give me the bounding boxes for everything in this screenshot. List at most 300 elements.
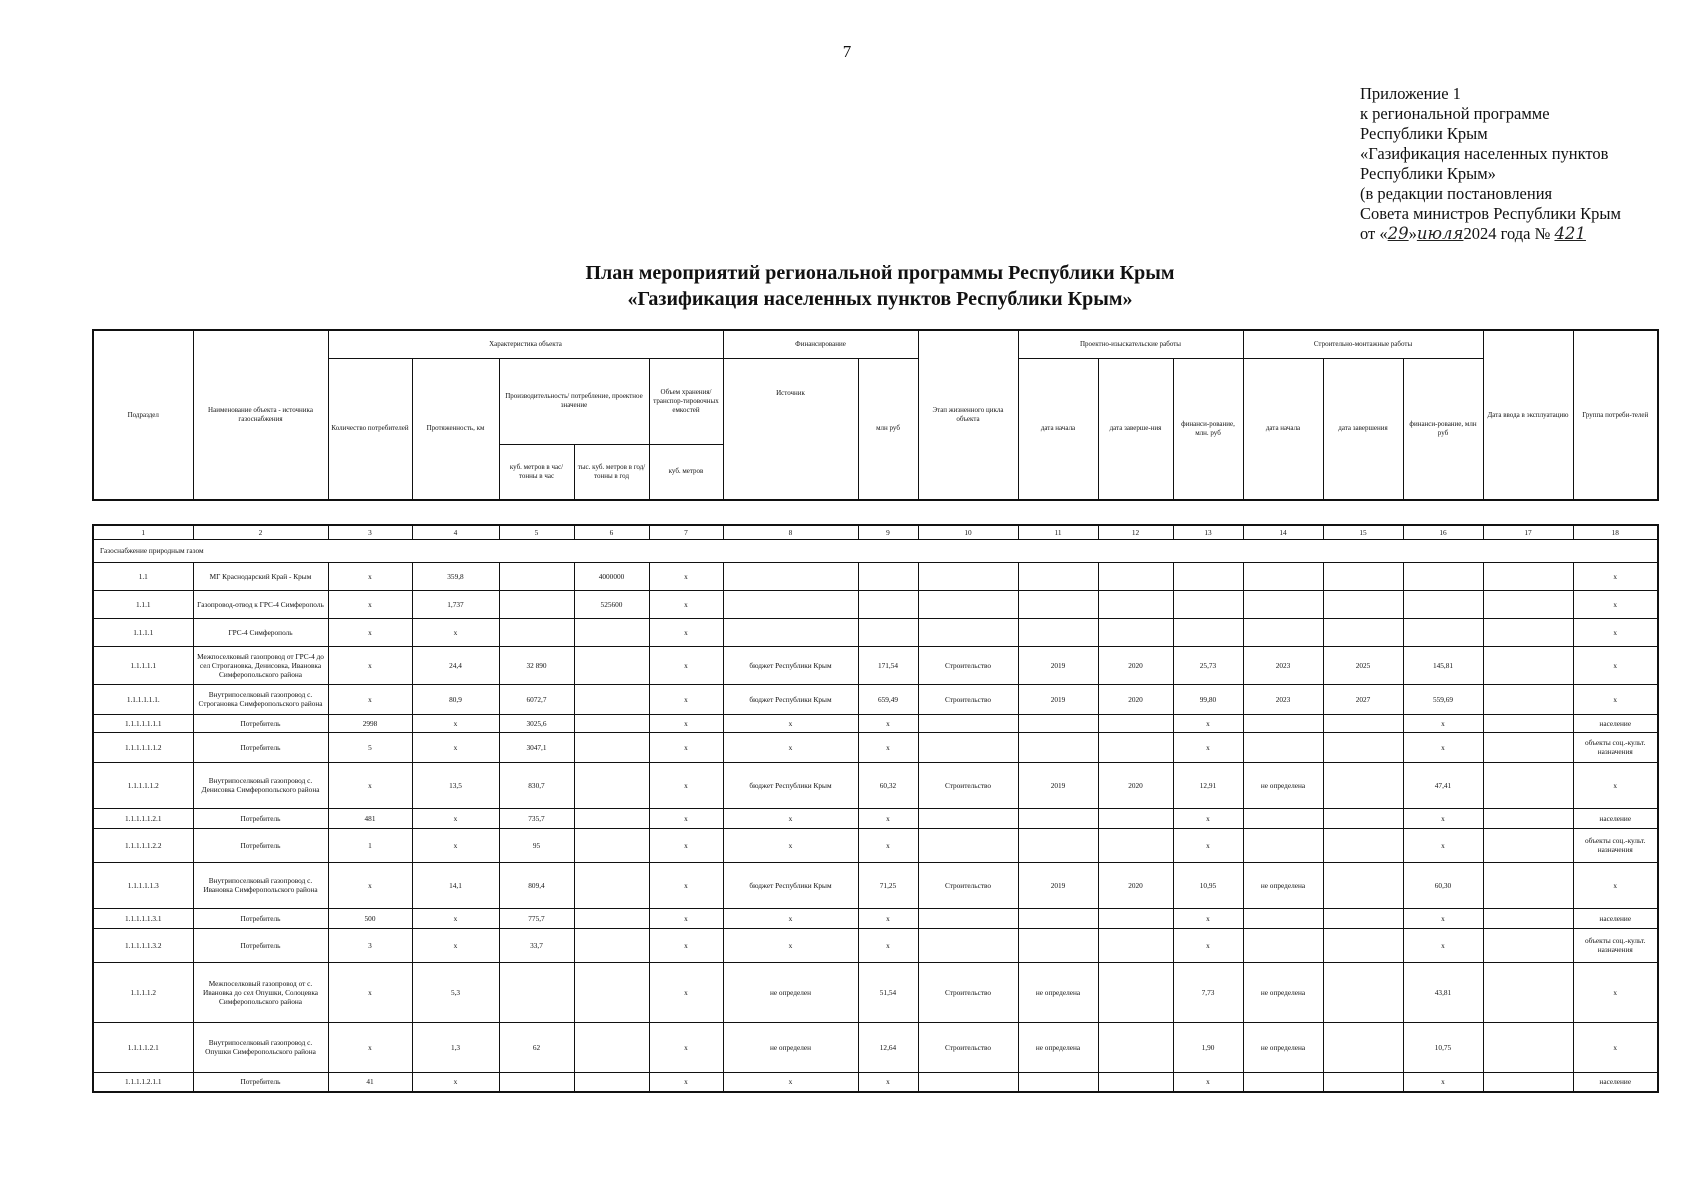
cell-subsection: 1.1.1.1.1.3.1 [93, 908, 193, 928]
cell-source: x [723, 808, 858, 828]
cell-storage: x [649, 828, 723, 862]
cell-mln-rub: 659,49 [858, 684, 918, 714]
cell-commissioning [1483, 562, 1573, 590]
cell-construction-end [1323, 862, 1403, 908]
cell-design-financing: 25,73 [1173, 646, 1243, 684]
cell-mln-rub: x [858, 1072, 918, 1092]
cell-length: x [412, 908, 499, 928]
cell-consumer-group: население [1573, 714, 1658, 732]
cell-construction-start: 2023 [1243, 684, 1323, 714]
cell-capacity-hour: 6072,7 [499, 684, 574, 714]
cell-object-name: Потребитель [193, 1072, 328, 1092]
cell-design-end [1098, 828, 1173, 862]
cell-design-start [1018, 618, 1098, 646]
cell-lifecycle [918, 828, 1018, 862]
cell-construction-financing: 47,41 [1403, 762, 1483, 808]
cell-design-end [1098, 908, 1173, 928]
cell-mln-rub: x [858, 714, 918, 732]
cell-construction-financing: x [1403, 828, 1483, 862]
cell-mln-rub: x [858, 808, 918, 828]
cell-consumer-group: x [1573, 684, 1658, 714]
cell-storage: x [649, 684, 723, 714]
appendix-line: «Газификация населенных пунктов [1360, 144, 1609, 163]
cell-construction-end [1323, 562, 1403, 590]
cell-construction-start [1243, 562, 1323, 590]
cell-object-name: Потребитель [193, 828, 328, 862]
cell-length: 359,8 [412, 562, 499, 590]
cell-object-name: Потребитель [193, 908, 328, 928]
cell-lifecycle: Строительство [918, 962, 1018, 1022]
table-row [93, 714, 1658, 732]
cell-commissioning [1483, 618, 1573, 646]
cell-consumer-group: x [1573, 562, 1658, 590]
cell-consumers-count: 3 [328, 928, 412, 962]
cell-design-start [1018, 714, 1098, 732]
document-title [0, 260, 1694, 312]
cell-length: x [412, 808, 499, 828]
cell-design-end: 2020 [1098, 762, 1173, 808]
cell-design-financing: 99,80 [1173, 684, 1243, 714]
cell-object-name: Внутрипоселковый газопровод с. Денисовка Симферопольского района [193, 762, 328, 808]
header-source: Источник [723, 358, 858, 500]
cell-storage: x [649, 928, 723, 962]
cell-design-end [1098, 618, 1173, 646]
date-day-handwritten: 29 [1387, 224, 1409, 243]
table-row [93, 808, 1658, 828]
cell-commissioning [1483, 732, 1573, 762]
title-line-1: План мероприятий региональной программы Республики Крым [585, 262, 1175, 284]
cell-consumers-count: 500 [328, 908, 412, 928]
cell-construction-financing [1403, 562, 1483, 590]
cell-source: бюджет Республики Крым [723, 684, 858, 714]
header-length: Протяженность, км [412, 358, 499, 500]
cell-design-start: не определена [1018, 962, 1098, 1022]
cell-lifecycle [918, 618, 1018, 646]
cell-storage: x [649, 618, 723, 646]
cell-length: 80,9 [412, 684, 499, 714]
appendix-line: Республики Крым [1360, 124, 1488, 143]
table-row [93, 1022, 1658, 1072]
cell-construction-financing [1403, 618, 1483, 646]
cell-lifecycle: Строительство [918, 646, 1018, 684]
cell-construction-end: 2025 [1323, 646, 1403, 684]
cell-storage: x [649, 562, 723, 590]
cell-design-end [1098, 1022, 1173, 1072]
cell-consumers-count: x [328, 562, 412, 590]
column-number: 10 [918, 525, 1018, 539]
date-prefix: от « [1360, 224, 1388, 243]
cell-design-start [1018, 562, 1098, 590]
column-number: 1 [93, 525, 193, 539]
cell-construction-end: 2027 [1323, 684, 1403, 714]
cell-consumer-group: x [1573, 862, 1658, 908]
cell-design-financing: 1,90 [1173, 1022, 1243, 1072]
cell-object-name: Внутрипоселковый газопровод с. Строгановка Симферопольского района [193, 684, 328, 714]
cell-storage: x [649, 714, 723, 732]
column-number: 13 [1173, 525, 1243, 539]
cell-capacity-hour: 809,4 [499, 862, 574, 908]
cell-design-start: 2019 [1018, 862, 1098, 908]
cell-source: x [723, 928, 858, 962]
cell-design-start: 2019 [1018, 684, 1098, 714]
cell-storage: x [649, 590, 723, 618]
cell-construction-end [1323, 808, 1403, 828]
cell-lifecycle [918, 928, 1018, 962]
cell-construction-start [1243, 732, 1323, 762]
table-row [93, 684, 1658, 714]
cell-construction-financing: x [1403, 732, 1483, 762]
table-row [93, 1072, 1658, 1092]
column-number: 18 [1573, 525, 1658, 539]
cell-design-financing: x [1173, 714, 1243, 732]
cell-lifecycle: Строительство [918, 862, 1018, 908]
cell-construction-financing: 10,75 [1403, 1022, 1483, 1072]
column-number: 15 [1323, 525, 1403, 539]
cell-consumer-group: объекты соц.-культ. назначения [1573, 732, 1658, 762]
cell-capacity-hour [499, 618, 574, 646]
cell-design-end [1098, 562, 1173, 590]
table-row [93, 762, 1658, 808]
cell-consumers-count: 481 [328, 808, 412, 828]
cell-design-end: 2020 [1098, 684, 1173, 714]
cell-capacity-hour [499, 590, 574, 618]
header-design-financing: финанси-рование, млн. руб [1173, 358, 1243, 500]
cell-construction-end [1323, 618, 1403, 646]
cell-capacity-year [574, 862, 649, 908]
cell-subsection: 1.1.1.1.1.1.1 [93, 714, 193, 732]
cell-design-start [1018, 1072, 1098, 1092]
cell-lifecycle [918, 714, 1018, 732]
cell-consumer-group: население [1573, 808, 1658, 828]
cell-construction-start [1243, 590, 1323, 618]
column-number: 7 [649, 525, 723, 539]
cell-mln-rub: x [858, 908, 918, 928]
header-construction-start: дата начала [1243, 358, 1323, 500]
table-row [93, 928, 1658, 962]
header-lifecycle: Этап жизненного цикла объекта [918, 330, 1018, 500]
cell-construction-end [1323, 714, 1403, 732]
column-number: 6 [574, 525, 649, 539]
cell-commissioning [1483, 590, 1573, 618]
cell-subsection: 1.1 [93, 562, 193, 590]
cell-mln-rub: 171,54 [858, 646, 918, 684]
cell-consumers-count: 1 [328, 828, 412, 862]
cell-capacity-hour: 33,7 [499, 928, 574, 962]
cell-capacity-hour: 62 [499, 1022, 574, 1072]
title-line-2: «Газификация населенных пунктов Республики Крым» [627, 288, 1133, 310]
cell-design-financing: x [1173, 808, 1243, 828]
cell-source: x [723, 1072, 858, 1092]
cell-subsection: 1.1.1.1 [93, 618, 193, 646]
data-table [92, 524, 1659, 1093]
cell-storage: x [649, 732, 723, 762]
cell-consumers-count: x [328, 684, 412, 714]
cell-construction-end [1323, 828, 1403, 862]
cell-lifecycle [918, 808, 1018, 828]
cell-construction-start [1243, 714, 1323, 732]
cell-capacity-year [574, 1072, 649, 1092]
cell-storage: x [649, 762, 723, 808]
cell-capacity-year [574, 1022, 649, 1072]
cell-construction-end [1323, 908, 1403, 928]
column-number: 8 [723, 525, 858, 539]
header-storage: Объем хранения/ транспор-тировочных емкостей [649, 358, 723, 444]
section-row [93, 539, 1658, 562]
cell-construction-financing: x [1403, 1072, 1483, 1092]
cell-consumers-count: 41 [328, 1072, 412, 1092]
column-number: 3 [328, 525, 412, 539]
cell-design-financing: x [1173, 732, 1243, 762]
cell-construction-end [1323, 590, 1403, 618]
cell-construction-financing: 43,81 [1403, 962, 1483, 1022]
cell-capacity-year: 525600 [574, 590, 649, 618]
cell-construction-financing: 559,69 [1403, 684, 1483, 714]
cell-construction-end [1323, 928, 1403, 962]
cell-object-name: Внутрипоселковый газопровод с. Опушки Симферопольского района [193, 1022, 328, 1072]
table-row [93, 618, 1658, 646]
cell-construction-end [1323, 762, 1403, 808]
cell-design-end [1098, 714, 1173, 732]
cell-lifecycle: Строительство [918, 684, 1018, 714]
cell-capacity-hour [499, 562, 574, 590]
header-commissioning: Дата ввода в эксплуатацию [1483, 330, 1573, 500]
cell-subsection: 1.1.1.1.2.1 [93, 1022, 193, 1072]
cell-design-start [1018, 732, 1098, 762]
appendix-line: Совета министров Республики Крым [1360, 204, 1621, 223]
cell-mln-rub: x [858, 732, 918, 762]
cell-design-end [1098, 928, 1173, 962]
cell-commissioning [1483, 828, 1573, 862]
cell-source: x [723, 908, 858, 928]
header-capacity-hour: куб. метров в час/тонны в час [499, 444, 574, 500]
cell-construction-end [1323, 962, 1403, 1022]
cell-design-start [1018, 908, 1098, 928]
cell-length: 1,3 [412, 1022, 499, 1072]
cell-object-name: МГ Краснодарский Край - Крым [193, 562, 328, 590]
cell-length: 1,737 [412, 590, 499, 618]
header-financing: Финансирование [723, 330, 918, 358]
cell-source [723, 618, 858, 646]
table-row [93, 828, 1658, 862]
cell-commissioning [1483, 762, 1573, 808]
cell-capacity-year [574, 762, 649, 808]
cell-capacity-year [574, 684, 649, 714]
cell-consumer-group: объекты соц.-культ. назначения [1573, 828, 1658, 862]
header-subsection: Подраздел [93, 330, 193, 500]
cell-subsection: 1.1.1.1.1.2 [93, 762, 193, 808]
cell-capacity-year [574, 646, 649, 684]
cell-length: x [412, 714, 499, 732]
cell-subsection: 1.1.1.1.2.1.1 [93, 1072, 193, 1092]
cell-lifecycle [918, 590, 1018, 618]
cell-design-end [1098, 732, 1173, 762]
cell-capacity-year [574, 808, 649, 828]
cell-mln-rub: 60,32 [858, 762, 918, 808]
table-row [93, 732, 1658, 762]
cell-design-end: 2020 [1098, 646, 1173, 684]
cell-mln-rub: x [858, 828, 918, 862]
cell-capacity-year [574, 732, 649, 762]
cell-source: бюджет Республики Крым [723, 646, 858, 684]
section-title: Газоснабжение природным газом [93, 539, 1658, 562]
cell-length: 5,3 [412, 962, 499, 1022]
header-construction-financing: финанси-рование, млн руб [1403, 358, 1483, 500]
cell-mln-rub [858, 618, 918, 646]
cell-capacity-year [574, 908, 649, 928]
cell-subsection: 1.1.1 [93, 590, 193, 618]
cell-subsection: 1.1.1.1.1.3.2 [93, 928, 193, 962]
cell-construction-financing: x [1403, 928, 1483, 962]
cell-storage: x [649, 962, 723, 1022]
cell-capacity-hour: 95 [499, 828, 574, 862]
cell-commissioning [1483, 646, 1573, 684]
cell-consumer-group: население [1573, 1072, 1658, 1092]
cell-lifecycle [918, 732, 1018, 762]
cell-design-end [1098, 1072, 1173, 1092]
cell-object-name: Внутрипоселковый газопровод с. Ивановка Симферопольского района [193, 862, 328, 908]
cell-source: x [723, 732, 858, 762]
cell-object-name: Потребитель [193, 808, 328, 828]
cell-design-start: 2019 [1018, 646, 1098, 684]
cell-commissioning [1483, 1022, 1573, 1072]
cell-object-name: Потребитель [193, 732, 328, 762]
column-number: 14 [1243, 525, 1323, 539]
cell-consumers-count: x [328, 762, 412, 808]
cell-source: x [723, 714, 858, 732]
column-number: 16 [1403, 525, 1483, 539]
cell-storage: x [649, 808, 723, 828]
column-number: 9 [858, 525, 918, 539]
cell-consumer-group: x [1573, 590, 1658, 618]
date-month-handwritten: июля [1416, 224, 1464, 243]
appendix-line: Республики Крым» [1360, 164, 1496, 183]
column-number: 11 [1018, 525, 1098, 539]
cell-capacity-hour: 3047,1 [499, 732, 574, 762]
cell-construction-start: не определена [1243, 762, 1323, 808]
cell-length: x [412, 928, 499, 962]
cell-lifecycle [918, 908, 1018, 928]
cell-mln-rub: 51,54 [858, 962, 918, 1022]
column-number: 17 [1483, 525, 1573, 539]
cell-capacity-year [574, 714, 649, 732]
cell-consumers-count: 2998 [328, 714, 412, 732]
cell-capacity-year [574, 828, 649, 862]
cell-construction-start [1243, 828, 1323, 862]
cell-length: x [412, 828, 499, 862]
cell-design-end [1098, 808, 1173, 828]
table-row [93, 646, 1658, 684]
cell-capacity-hour [499, 1072, 574, 1092]
cell-mln-rub: 71,25 [858, 862, 918, 908]
cell-commissioning [1483, 862, 1573, 908]
date-mid: » [1408, 224, 1417, 243]
cell-mln-rub: 12,64 [858, 1022, 918, 1072]
column-number: 5 [499, 525, 574, 539]
cell-consumer-group: объекты соц.-культ. назначения [1573, 928, 1658, 962]
cell-construction-financing: 145,81 [1403, 646, 1483, 684]
cell-object-name: Потребитель [193, 928, 328, 962]
cell-lifecycle [918, 1072, 1018, 1092]
page-number: 7 [842, 42, 852, 61]
cell-design-financing: x [1173, 908, 1243, 928]
cell-subsection: 1.1.1.1.1.1.2 [93, 732, 193, 762]
cell-construction-start [1243, 618, 1323, 646]
cell-subsection: 1.1.1.1.1.1. [93, 684, 193, 714]
cell-capacity-year [574, 962, 649, 1022]
cell-object-name: ГРС-4 Симферополь [193, 618, 328, 646]
table-row [93, 908, 1658, 928]
cell-construction-start: не определена [1243, 1022, 1323, 1072]
cell-design-start [1018, 590, 1098, 618]
cell-construction-start [1243, 908, 1323, 928]
header-design-start: дата начала [1018, 358, 1098, 500]
header-construction-works: Строительно-монтажные работы [1243, 330, 1483, 358]
header-mln-rub: млн руб [858, 358, 918, 500]
cell-consumers-count: x [328, 962, 412, 1022]
cell-construction-start: не определена [1243, 862, 1323, 908]
cell-capacity-year: 4000000 [574, 562, 649, 590]
column-number: 4 [412, 525, 499, 539]
cell-design-financing: 12,91 [1173, 762, 1243, 808]
cell-construction-start [1243, 808, 1323, 828]
cell-construction-financing: x [1403, 908, 1483, 928]
cell-lifecycle: Строительство [918, 1022, 1018, 1072]
cell-design-financing [1173, 562, 1243, 590]
header-object-name: Наименование объекта - источника газоснабжения [193, 330, 328, 500]
cell-consumers-count: x [328, 862, 412, 908]
cell-source: не определен [723, 962, 858, 1022]
cell-design-financing: 10,95 [1173, 862, 1243, 908]
header-consumers-count: Количество потребителей [328, 358, 412, 500]
cell-design-financing: x [1173, 828, 1243, 862]
cell-subsection: 1.1.1.1.1.2.1 [93, 808, 193, 828]
cell-object-name: Межпоселковый газопровод от с. Ивановка до сел Опушки, Солоцевка Симферопольского района [193, 962, 328, 1022]
cell-consumer-group: x [1573, 762, 1658, 808]
header-design-works: Проектно-изыскательские работы [1018, 330, 1243, 358]
data-table-body [93, 525, 1658, 1092]
cell-length: x [412, 732, 499, 762]
cell-design-end [1098, 590, 1173, 618]
cell-length: 13,5 [412, 762, 499, 808]
cell-consumers-count: x [328, 646, 412, 684]
cell-mln-rub [858, 562, 918, 590]
cell-storage: x [649, 862, 723, 908]
cell-source: не определен [723, 1022, 858, 1072]
cell-design-financing: 7,73 [1173, 962, 1243, 1022]
cell-construction-end [1323, 1022, 1403, 1072]
header-capacity: Производительность/ потребление, проектное значение [499, 358, 649, 444]
cell-source: x [723, 828, 858, 862]
cell-storage: x [649, 646, 723, 684]
cell-design-financing: x [1173, 928, 1243, 962]
cell-source [723, 562, 858, 590]
cell-design-financing [1173, 618, 1243, 646]
document-number-handwritten: 421 [1554, 224, 1586, 243]
cell-commissioning [1483, 714, 1573, 732]
cell-storage: x [649, 908, 723, 928]
cell-consumer-group: x [1573, 618, 1658, 646]
appendix-line: к региональной программе [1360, 104, 1550, 123]
cell-subsection: 1.1.1.1.1 [93, 646, 193, 684]
cell-design-start [1018, 828, 1098, 862]
cell-source: бюджет Республики Крым [723, 762, 858, 808]
header-design-end: дата заверше-ния [1098, 358, 1173, 500]
cell-consumer-group: население [1573, 908, 1658, 928]
cell-subsection: 1.1.1.1.1.2.2 [93, 828, 193, 862]
appendix-block [1360, 84, 1621, 244]
cell-mln-rub [858, 590, 918, 618]
cell-lifecycle [918, 562, 1018, 590]
